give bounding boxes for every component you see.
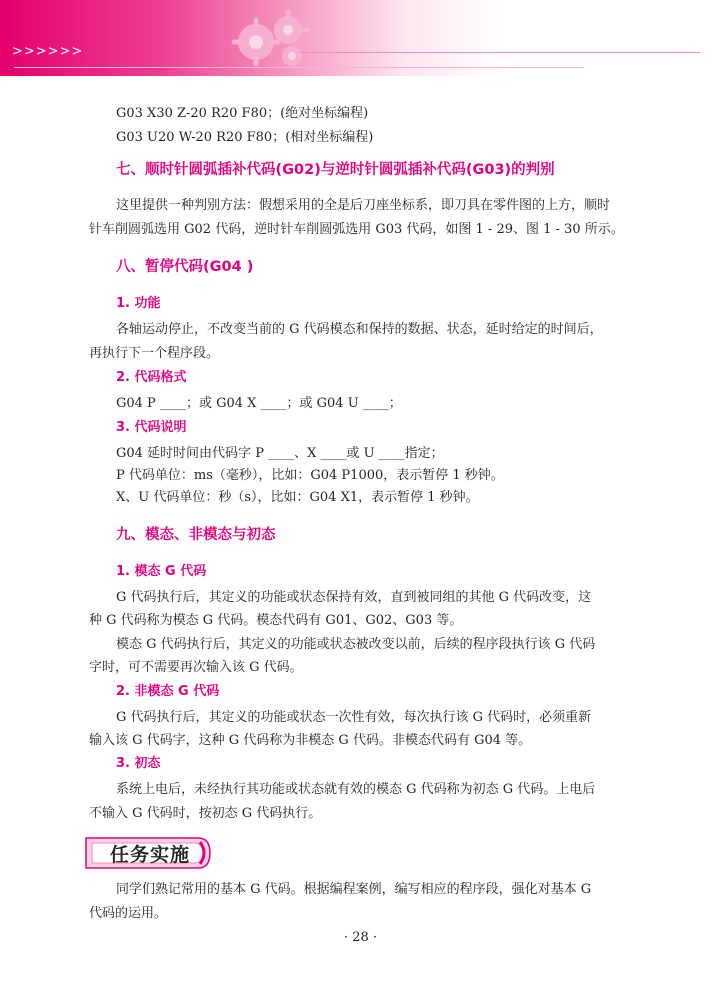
paragraph-line: 模态 G 代码执行后，其定义的功能或状态被改变以前，后续的程序段执行该 G 代码 <box>116 637 596 652</box>
paragraph-line: 不输入 G 代码时，按初态 G 代码执行。 <box>89 806 322 821</box>
header-rule-bottom <box>14 67 584 68</box>
paragraph-line: 再执行下一个程序段。 <box>89 346 220 361</box>
subheading-non-modal-g-code: 2. 非模态 G 代码 <box>116 684 220 699</box>
paragraph-line: G04 延时时间由代码字 P ____、X ____或 U ____指定； <box>116 446 444 461</box>
section-heading-7: 七、顺时针圆弧插补代码(G02)与逆时针圆弧插补代码(G03)的判别 <box>116 162 555 178</box>
paragraph-line: 系统上电后，未经执行其功能或状态就有效的模态 G 代码称为初态 G 代码。上电后 <box>116 782 596 797</box>
chevron-arrows-icon: >>>>>> <box>12 44 84 59</box>
paragraph-line: G 代码执行后，其定义的功能或状态保持有效，直到被同组的其他 G 代码改变，这 <box>116 590 592 605</box>
paragraph-line: 代码的运用。 <box>89 906 168 921</box>
section-heading-8: 八、暂停代码(G04 ) <box>116 259 254 275</box>
subheading-modal-g-code: 1. 模态 G 代码 <box>116 564 207 579</box>
paragraph-line: P 代码单位：ms（毫秒），比如：G04 P1000，表示暂停 1 秒钟。 <box>116 468 504 483</box>
paragraph-line: 字时，可不需要再次输入该 G 代码。 <box>89 660 303 675</box>
subheading-code-format: 2. 代码格式 <box>116 370 187 385</box>
header-rule-top <box>300 52 700 53</box>
task-implementation-title: 任务实施 <box>109 844 190 866</box>
subheading-function: 1. 功能 <box>116 296 161 311</box>
subheading-code-description: 3. 代码说明 <box>116 420 187 435</box>
code-format-line: G04 P ____；或 G04 X ____；或 G04 U ____； <box>116 396 402 411</box>
code-line: G03 U20 W-20 R20 F80；(相对坐标编程) <box>116 130 374 145</box>
paragraph-line: X、U 代码单位：秒（s），比如：G04 X1，表示暂停 1 秒钟。 <box>116 490 479 505</box>
paragraph-line: 针车削圆弧选用 G02 代码，逆时针车削圆弧选用 G03 代码，如图 1 - 29、图 1 - 30 所示。 <box>89 222 624 237</box>
page-header-band <box>0 0 721 76</box>
paragraph-line: 同学们熟记常用的基本 G 代码。根据编程案例，编写相应的程序段，强化对基本 G <box>116 882 592 897</box>
paragraph-line: 输入该 G 代码字，这种 G 代码称为非模态 G 代码。非模态代码有 G04 等。 <box>89 733 532 748</box>
paragraph-line: 种 G 代码称为模态 G 代码。模态代码有 G01、G02、G03 等。 <box>89 613 463 628</box>
page-number: · 28 · <box>343 930 378 945</box>
code-line: G03 X30 Z-20 R20 F80；(绝对坐标编程) <box>116 106 369 121</box>
gears-icon <box>226 6 322 72</box>
paragraph-line: G 代码执行后，其定义的功能或状态一次性有效，每次执行该 G 代码时，必须重新 <box>116 710 592 725</box>
subheading-initial-state: 3. 初态 <box>116 756 161 771</box>
paragraph-line: 各轴运动停止，不改变当前的 G 代码模态和保持的数据、状态，延时给定的时间后， <box>116 322 603 337</box>
section-heading-9: 九、模态、非模态与初态 <box>116 527 276 543</box>
paragraph-line: 这里提供一种判别方法：假想采用的全是后刀座坐标系，即刀具在零件图的上方，顺时 <box>116 198 611 213</box>
